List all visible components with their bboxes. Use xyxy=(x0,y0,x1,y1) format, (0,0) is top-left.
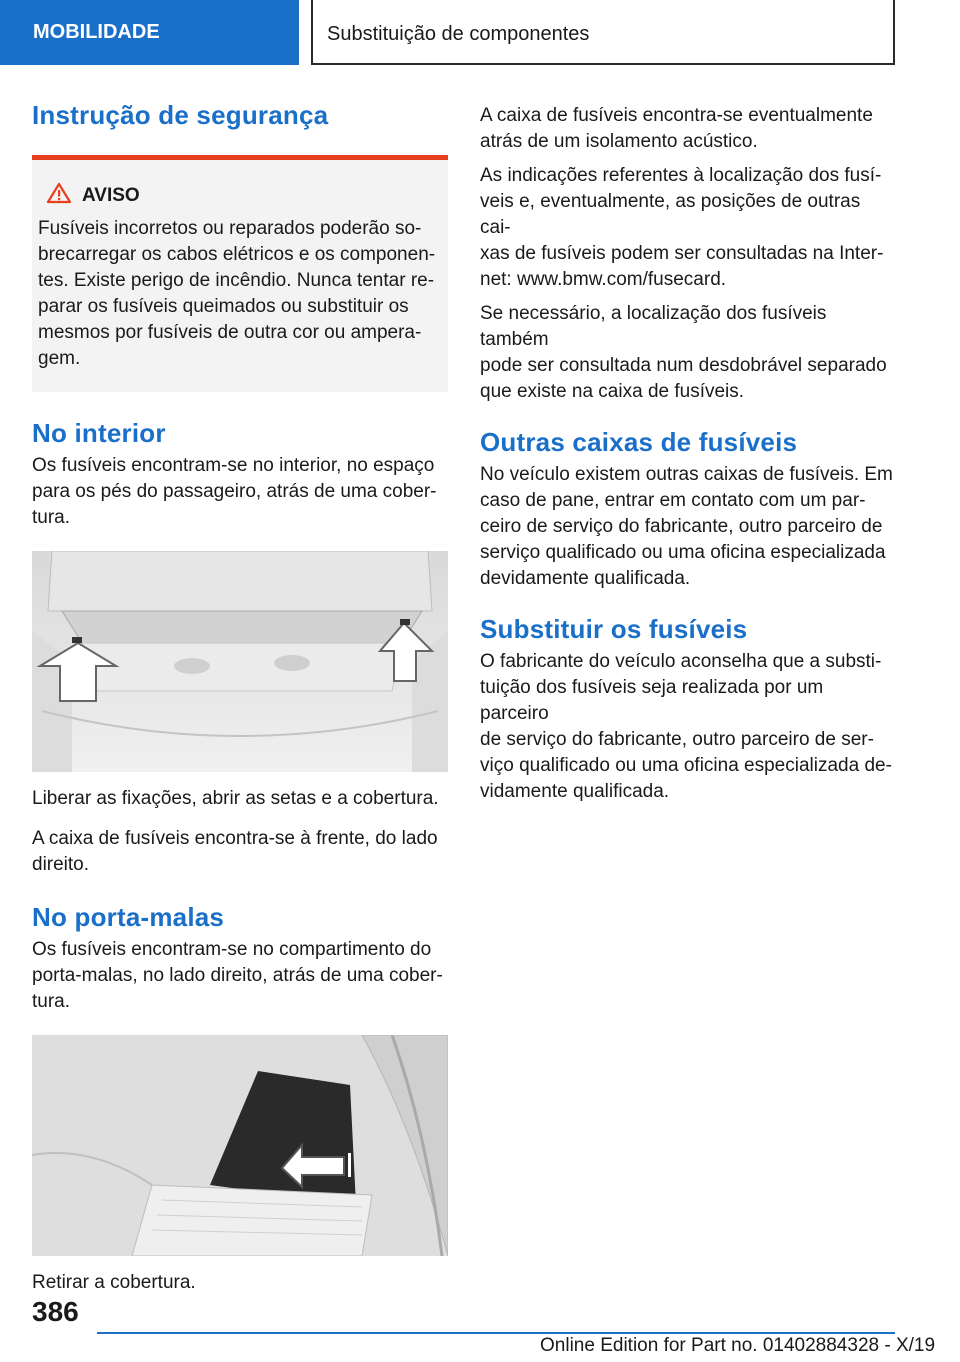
warning-box xyxy=(32,155,448,392)
replace-fuses-text: O fabricante do veículo aconselha que a substi- tuição dos fusíveis seja realizada por um parceiro de serviço do fabricante, outro parceiro de ser- viço qualificado ou uma oficina especializada de- vidamente qualificada. xyxy=(480,651,892,802)
interior-fuse-photo xyxy=(32,551,448,772)
caption-interior: Liberar as fixações, abrir as setas e a cobertura. xyxy=(32,788,439,809)
caption-trunk: Retirar a cobertura. xyxy=(32,1272,196,1293)
trunk-heading: No porta-malas xyxy=(32,902,225,932)
trunk-fuse-photo xyxy=(32,1035,448,1256)
indications-text: As indicações referentes à localização dos fusí- veis e, eventualmente, as posições de outras cai- xas de fusíveis podem ser consultadas na Inter- net: www.bmw.com/fusecard. xyxy=(480,165,884,290)
warning-header xyxy=(38,182,442,210)
other-boxes-text: No veículo existem outras caixas de fusíveis. Em caso de pane, entrar em contato com um par- ceiro de serviço do fabricante, outro parceiro de serviço qualificado ou uma oficina especializada devidamente qualificada. xyxy=(480,464,893,589)
edition-footer: Online Edition for Part no. 01402884328 - X/19 xyxy=(540,1335,936,1356)
page-number: 386 xyxy=(32,1296,79,1327)
separate-leaflet-text: Se necessário, a localização dos fusíveis também pode ser consultada num desdobrável separado que existe na caixa de fusíveis. xyxy=(480,303,887,402)
warning-triangle-icon xyxy=(46,182,72,210)
right-column xyxy=(480,103,896,805)
warning-label: AVISO xyxy=(82,185,140,206)
safety-heading: Instrução de segurança xyxy=(32,100,329,130)
intro-text: A caixa de fusíveis encontra-se eventualmente atrás de um isolamento acústico. xyxy=(480,105,873,152)
section-tab: MOBILIDADE xyxy=(0,0,299,65)
warning-text: Fusíveis incorretos ou reparados poderão so- brecarregar os cabos elétricos e os componen- tes. Existe perigo de incêndio. Nunca tentar re- parar os fusíveis queimados ou substituir os mesmos por fusíveis de outra cor ou ampera- gem. xyxy=(38,218,436,369)
footer-rule xyxy=(97,1332,895,1334)
interior-location-text: A caixa de fusíveis encontra-se à frente, do lado direito. xyxy=(32,828,438,875)
interior-text: Os fusíveis encontram-se no interior, no espaço para os pés do passageiro, atrás de uma cober- tura. xyxy=(32,455,437,528)
trunk-text: Os fusíveis encontram-se no compartimento do porta-malas, no lado direito, atrás de uma cober- tura. xyxy=(32,939,443,1012)
left-column xyxy=(32,100,448,1296)
page-title: Substituição de componentes xyxy=(311,0,895,65)
interior-heading: No interior xyxy=(32,418,166,448)
replace-fuses-heading: Substituir os fusíveis xyxy=(480,614,748,644)
other-boxes-heading: Outras caixas de fusíveis xyxy=(480,427,798,457)
